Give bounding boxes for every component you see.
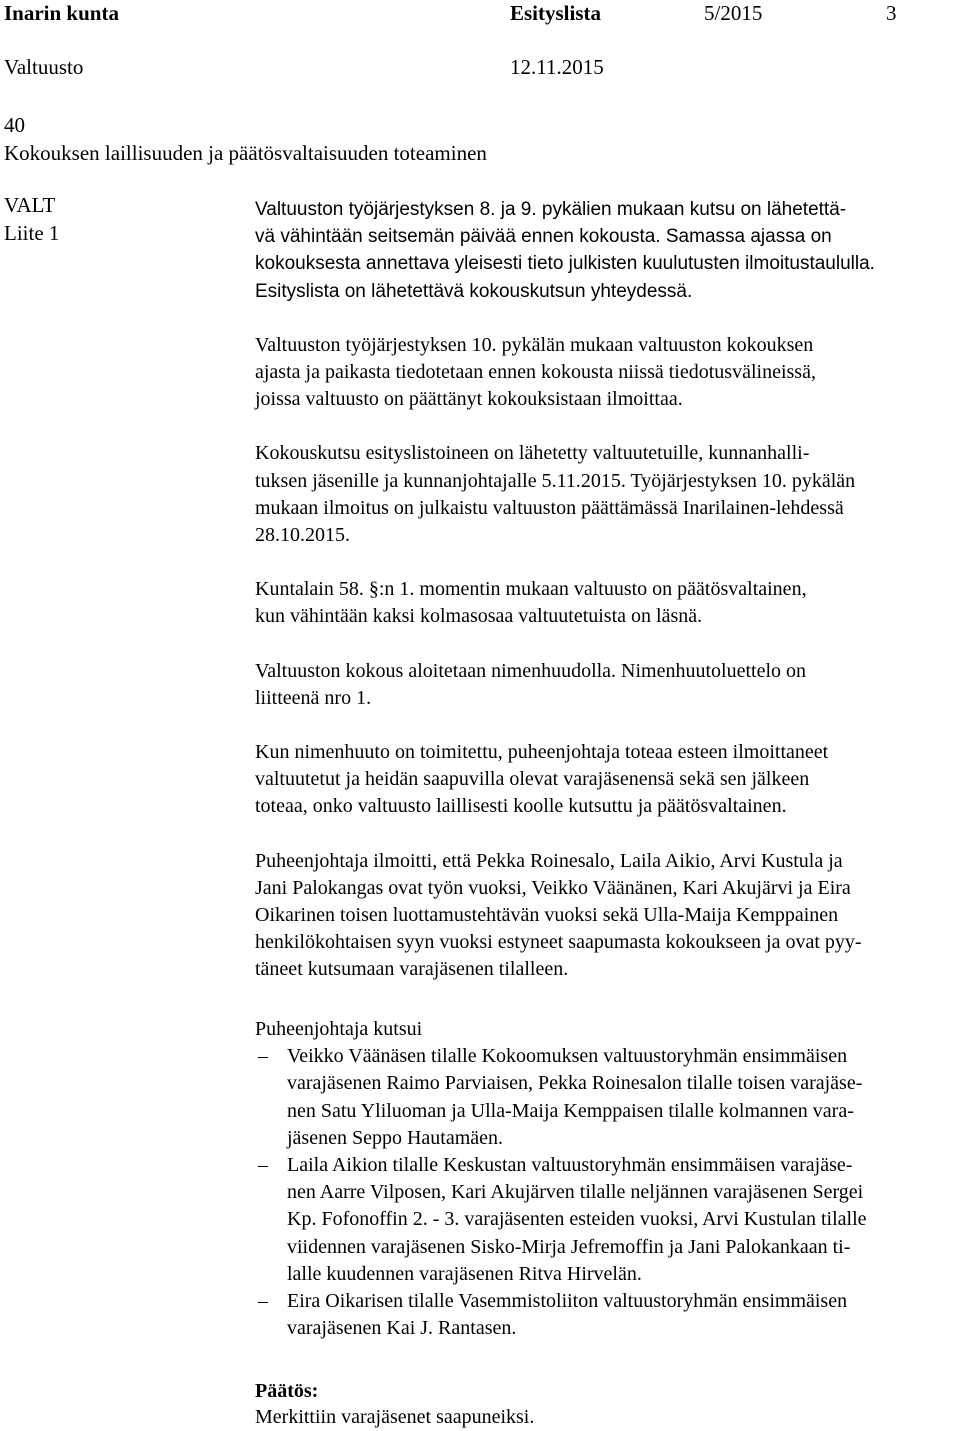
paragraph-line: Esityslista on lähetettävä kokouskutsun yhteydessä.: [255, 280, 693, 302]
list-item: [255, 1288, 960, 1342]
paragraph-line: Oikarinen toisen luottamustehtävän vuoksi sekä Ulla-Maija Kemppainen: [255, 904, 839, 927]
paragraph-line: Jani Palokangas ovat työn vuoksi, Veikko Väänänen, Kari Akujärvi ja Eira: [255, 876, 851, 899]
paragraph-line: henkilökohtaisen syyn vuoksi estyneet saapumasta kokoukseen ja ovat pyy-: [255, 931, 862, 954]
decision-text: Merkittiin varajäsenet saapuneiksi.: [255, 1406, 535, 1428]
issue-number: 5/2015: [704, 1, 763, 25]
list-section: [255, 1016, 960, 1342]
paragraph-gap: [255, 712, 960, 739]
paragraph-line: toteaa, onko valtuusto laillisesti koolle kutsuttu ja päätösvaltainen.: [255, 795, 787, 818]
paragraph-gap: [255, 821, 960, 848]
decision-label: Päätös:: [255, 1380, 319, 1402]
paragraph-line: täneet kutsumaan varajäsenen tilalleen.: [255, 958, 569, 981]
paragraph-line: mukaan ilmoitus on julkaistu valtuuston päättämässä Inarilainen-lehdessä: [255, 496, 844, 519]
paragraph-line: joissa valtuusto on päättänyt kokouksistaan ilmoittaa.: [255, 388, 683, 411]
section-number: 40: [4, 113, 25, 137]
paragraph-gap: [255, 631, 960, 658]
paragraph-line: valtuutetut ja heidän saapuvilla olevat varajäsenensä sekä sen jälkeen: [255, 768, 810, 791]
paragraph: [255, 576, 960, 630]
list-item-line: varajäsenen Kai J. Rantasen.: [287, 1317, 517, 1340]
page-number: 3: [886, 1, 897, 25]
dash-bullet: –: [258, 1045, 268, 1068]
list-item-line: Laila Aikion tilalle Keskustan valtuustoryhmän ensimmäisen varajäse-: [287, 1154, 853, 1177]
substitute-list: [255, 1043, 960, 1342]
paragraph: [255, 440, 960, 549]
dash-bullet: –: [258, 1154, 268, 1177]
paragraph-line: Kuntalain 58. §:n 1. momentin mukaan valtuusto on päätösvaltainen,: [255, 578, 807, 601]
paragraph: [255, 332, 960, 414]
paragraph-gap: [255, 413, 960, 440]
meeting-date: 12.11.2015: [510, 55, 604, 79]
list-item-line: Kp. Fofonoffin 2. - 3. varajäsenten esteiden vuoksi, Arvi Kustulan tilalle: [287, 1208, 867, 1231]
meeting-body: Valtuusto: [4, 55, 84, 79]
paragraph-line: Kokouskutsu esityslistoineen on lähetetty valtuutetuille, kunnanhalli-: [255, 442, 810, 465]
paragraph-line: kun vähintään kaksi kolmasosaa valtuutetuista on läsnä.: [255, 605, 703, 628]
paragraph-line: Puheenjohtaja ilmoitti, että Pekka Roinesalo, Laila Aikio, Arvi Kustula ja: [255, 849, 843, 872]
list-item-line: varajäsenen Raimo Parviaisen, Pekka Roinesalon tilalle toisen varajäse-: [287, 1072, 863, 1095]
list-item-line: nen Aarre Vilposen, Kari Akujärven tilalle neljännen varajäsenen Sergei: [287, 1181, 864, 1204]
paragraph-line: Valtuuston työjärjestyksen 10. pykälän mukaan valtuuston kokouksen: [255, 333, 814, 356]
list-item-line: jäsenen Seppo Hautamäen.: [287, 1126, 504, 1149]
paragraph-gap: [255, 549, 960, 576]
paragraph-gap: [255, 305, 960, 332]
list-item-line: lalle kuudennen varajäsenen Ritva Hirvelän.: [287, 1262, 642, 1285]
dash-bullet: –: [258, 1290, 268, 1313]
list-item: [255, 1043, 960, 1152]
paragraph-line: kokouksesta annettava yleisesti tieto julkisten kuulutusten ilmoitustaululla.: [255, 253, 875, 275]
list-item-line: nen Satu Yliluoman ja Ulla-Maija Kemppaisen tilalle kolmannen vara-: [287, 1099, 854, 1122]
paragraph: [255, 196, 960, 305]
paragraph-line: liitteenä nro 1.: [255, 686, 372, 709]
list-item: [255, 1152, 960, 1288]
paragraph: [255, 739, 960, 821]
doc-type: Esityslista: [510, 1, 602, 25]
paragraph-line: 28.10.2015.: [255, 524, 350, 547]
list-intro: Puheenjohtaja kutsui: [255, 1018, 423, 1040]
list-item-line: viidennen varajäsenen Sisko-Mirja Jefremoffin ja Jani Palokankaan ti-: [287, 1235, 851, 1258]
org-name: Inarin kunta: [4, 1, 119, 25]
paragraph: [255, 658, 960, 712]
agenda-body: [255, 196, 960, 984]
paragraph-line: Valtuuston työjärjestyksen 8. ja 9. pykälien mukaan kutsu on lähetettä-: [255, 199, 847, 220]
sidebar-attachment: Liite 1: [4, 221, 60, 245]
paragraph-line: tuksen jäsenille ja kunnanjohtajalle 5.11.2015. Työjärjestyksen 10. pykälän: [255, 469, 856, 492]
paragraph-line: ajasta ja paikasta tiedotetaan ennen kokousta niissä tiedotusvälineissä,: [255, 361, 816, 384]
sidebar: [4, 191, 59, 247]
section-title: Kokouksen laillisuuden ja päätösvaltaisuuden toteaminen: [4, 141, 487, 165]
sidebar-code: VALT: [4, 193, 56, 217]
list-item-line: Eira Oikarisen tilalle Vasemmistoliiton valtuustoryhmän ensimmäisen: [287, 1290, 848, 1313]
paragraph-line: Valtuuston kokous aloitetaan nimenhuudolla. Nimenhuutoluettelo on: [255, 659, 807, 682]
list-item-line: Veikko Väänäsen tilalle Kokoomuksen valtuustoryhmän ensimmäisen: [287, 1045, 848, 1068]
paragraph-line: vä vähintään seitsemän päivää ennen kokousta. Samassa ajassa on: [255, 226, 832, 248]
paragraph-line: Kun nimenhuuto on toimitettu, puheenjohtaja toteaa esteen ilmoittaneet: [255, 741, 829, 764]
paragraph: [255, 848, 960, 984]
